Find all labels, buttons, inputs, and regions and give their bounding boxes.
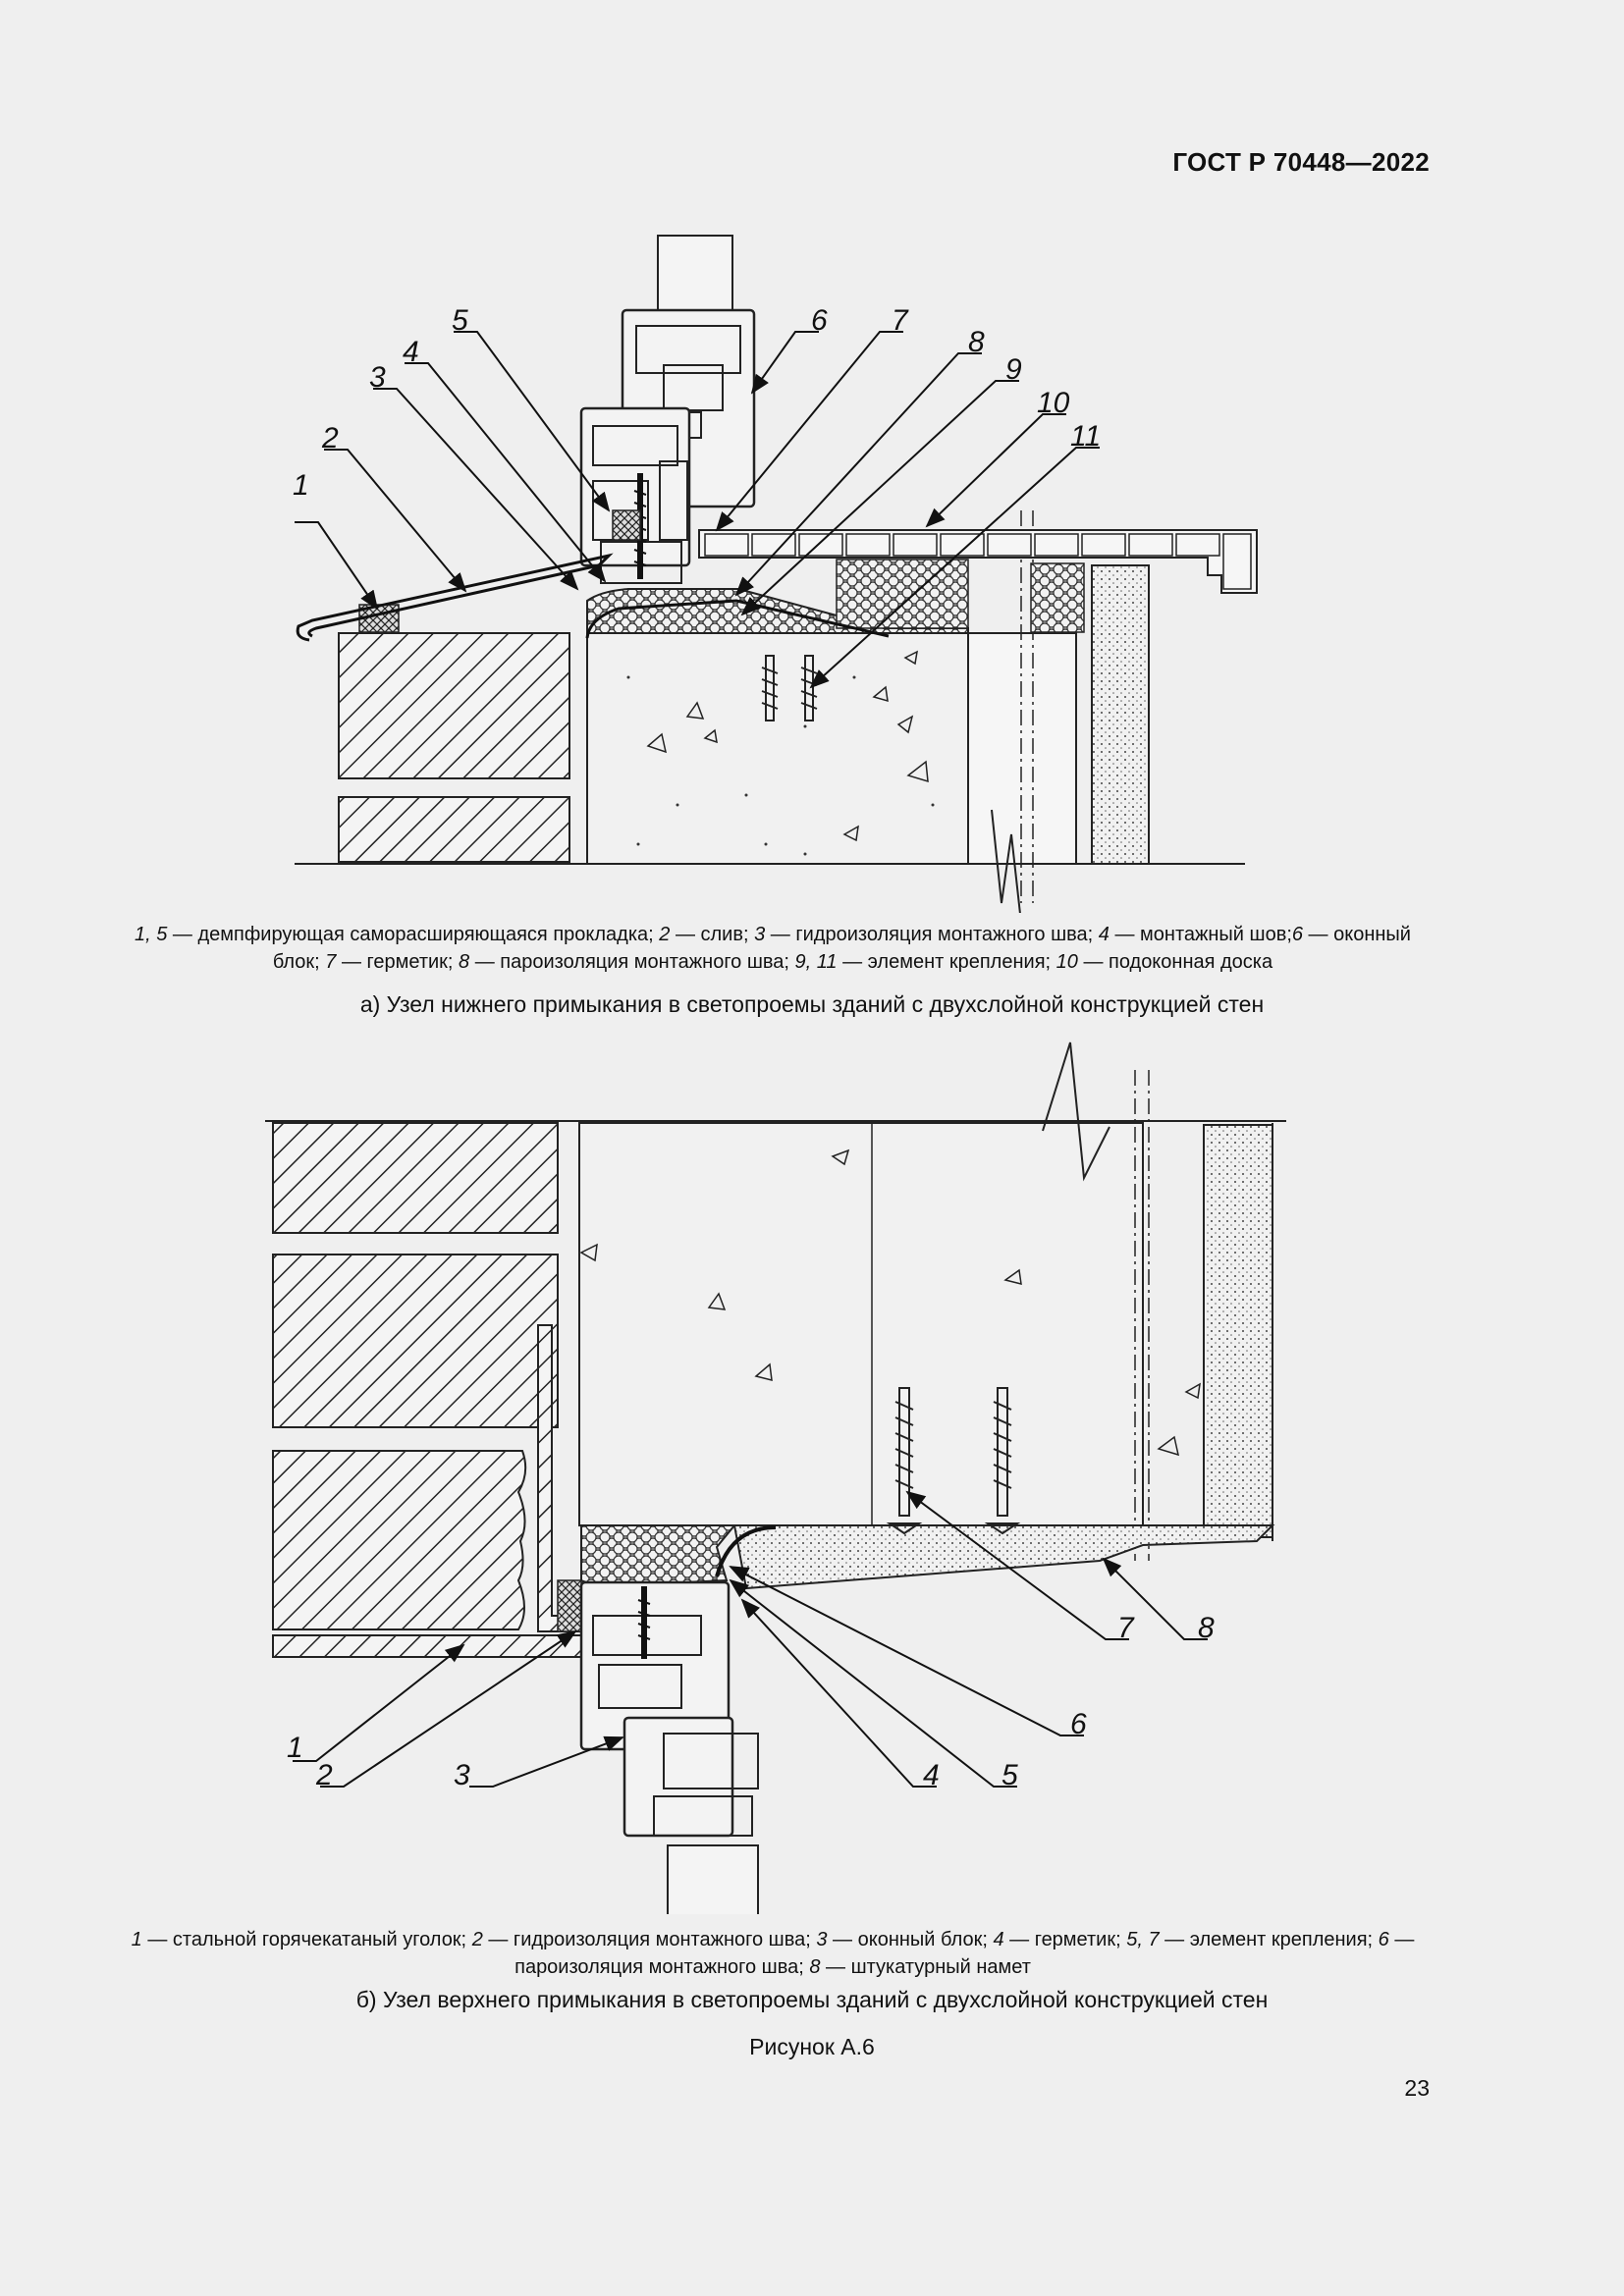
damping-pad xyxy=(613,510,640,540)
legend-number: 6 xyxy=(1378,1929,1389,1950)
plaster-slope xyxy=(734,1525,1272,1588)
callout-a-5: 5 xyxy=(452,304,468,337)
callout-b-2: 2 xyxy=(316,1759,333,1791)
caption-a: а) Узел нижнего примыкания в светопроемы зданий с двухслойной конструкцией стен xyxy=(359,991,1265,1017)
legend-text: — монтажный шов; xyxy=(1109,924,1292,945)
callout-b-1: 1 xyxy=(287,1732,303,1764)
window-frame-b xyxy=(581,1582,758,1914)
callout-a-7: 7 xyxy=(892,304,908,337)
standard-title: ГОСТ Р 70448—2022 xyxy=(1172,147,1430,177)
figure-label: Рисунок А.6 xyxy=(749,2034,875,2059)
legend-number: 10 xyxy=(1056,951,1078,973)
callout-a-8: 8 xyxy=(968,326,985,358)
legend-number: 3 xyxy=(816,1929,828,1950)
drawing-upper-junction xyxy=(0,1031,1624,1914)
legend-number: 6 xyxy=(1291,924,1303,945)
legend-text: — оконный блок; xyxy=(272,924,1411,973)
legend-text: — демпфирующая саморасширяющаяся прокладка; xyxy=(167,924,660,945)
waterproofing-b xyxy=(558,1580,581,1631)
plaster-layer-b xyxy=(1204,1125,1272,1537)
concrete-wall-b xyxy=(579,1123,1200,1525)
legend-number: 5, 7 xyxy=(1126,1929,1160,1950)
legend-text: — гидроизоляция монтажного шва; xyxy=(765,924,1099,945)
legend-text: — элемент крепления; xyxy=(1159,1929,1379,1950)
legend-text: — оконный блок; xyxy=(827,1929,994,1950)
callout-b-8: 8 xyxy=(1198,1612,1215,1644)
legend-text: — стальной горячекатаный уголок; xyxy=(141,1929,472,1950)
legend-number: 8 xyxy=(459,951,470,973)
callout-b-3: 3 xyxy=(454,1759,470,1791)
inner-layer xyxy=(968,633,1076,864)
callout-a-11: 11 xyxy=(1070,420,1102,453)
legend-text: — штукатурный намет xyxy=(820,1956,1031,1978)
legend-number: 7 xyxy=(325,951,337,973)
legend-text: — герметик; xyxy=(336,951,460,973)
legend-text: — гидроизоляция монтажного шва; xyxy=(482,1929,817,1950)
callout-b-7: 7 xyxy=(1117,1612,1134,1644)
callout-a-4: 4 xyxy=(403,336,419,368)
legend-text: — подоконная доска xyxy=(1077,951,1273,973)
legend-number: 9, 11 xyxy=(794,951,838,973)
legend-a xyxy=(116,921,1430,976)
drawing-lower-junction xyxy=(0,216,1624,913)
legend-text: — герметик; xyxy=(1003,1929,1127,1950)
plaster-layer xyxy=(1092,565,1149,864)
callout-a-2: 2 xyxy=(322,422,339,454)
legend-number: 1 xyxy=(131,1929,142,1950)
legend-b xyxy=(116,1926,1430,1981)
callout-b-5: 5 xyxy=(1001,1759,1018,1791)
legend-number: 4 xyxy=(993,1929,1004,1950)
legend-number: 3 xyxy=(754,924,766,945)
legend-text: — пароизоляция монтажного шва; xyxy=(469,951,795,973)
mounting-foam-b xyxy=(581,1525,734,1586)
callout-b-4: 4 xyxy=(923,1759,940,1791)
window-board xyxy=(699,530,1257,593)
callout-a-9: 9 xyxy=(1005,353,1022,386)
legend-number: 1, 5 xyxy=(135,924,168,945)
legend-number: 2 xyxy=(471,1929,483,1950)
legend-text: — пароизоляция монтажного шва; xyxy=(514,1929,1415,1978)
caption-b: б) Узел верхнего примыкания в светопроемы зданий с двухслойной конструкцией стен xyxy=(355,1987,1269,2012)
brick-layer xyxy=(339,633,569,862)
legend-number: 4 xyxy=(1098,924,1110,945)
callout-a-10: 10 xyxy=(1037,387,1070,419)
callout-b-6: 6 xyxy=(1070,1708,1087,1740)
callout-a-6: 6 xyxy=(811,304,828,337)
legend-number: 8 xyxy=(809,1956,821,1978)
legend-text: — слив; xyxy=(670,924,755,945)
page-number: 23 xyxy=(1404,2075,1430,2101)
foam-block xyxy=(837,560,968,628)
callout-a-3: 3 xyxy=(369,361,386,394)
legend-text: — элемент крепления; xyxy=(837,951,1056,973)
sill-drip xyxy=(298,556,609,640)
callout-a-1: 1 xyxy=(293,469,309,502)
legend-number: 2 xyxy=(659,924,671,945)
